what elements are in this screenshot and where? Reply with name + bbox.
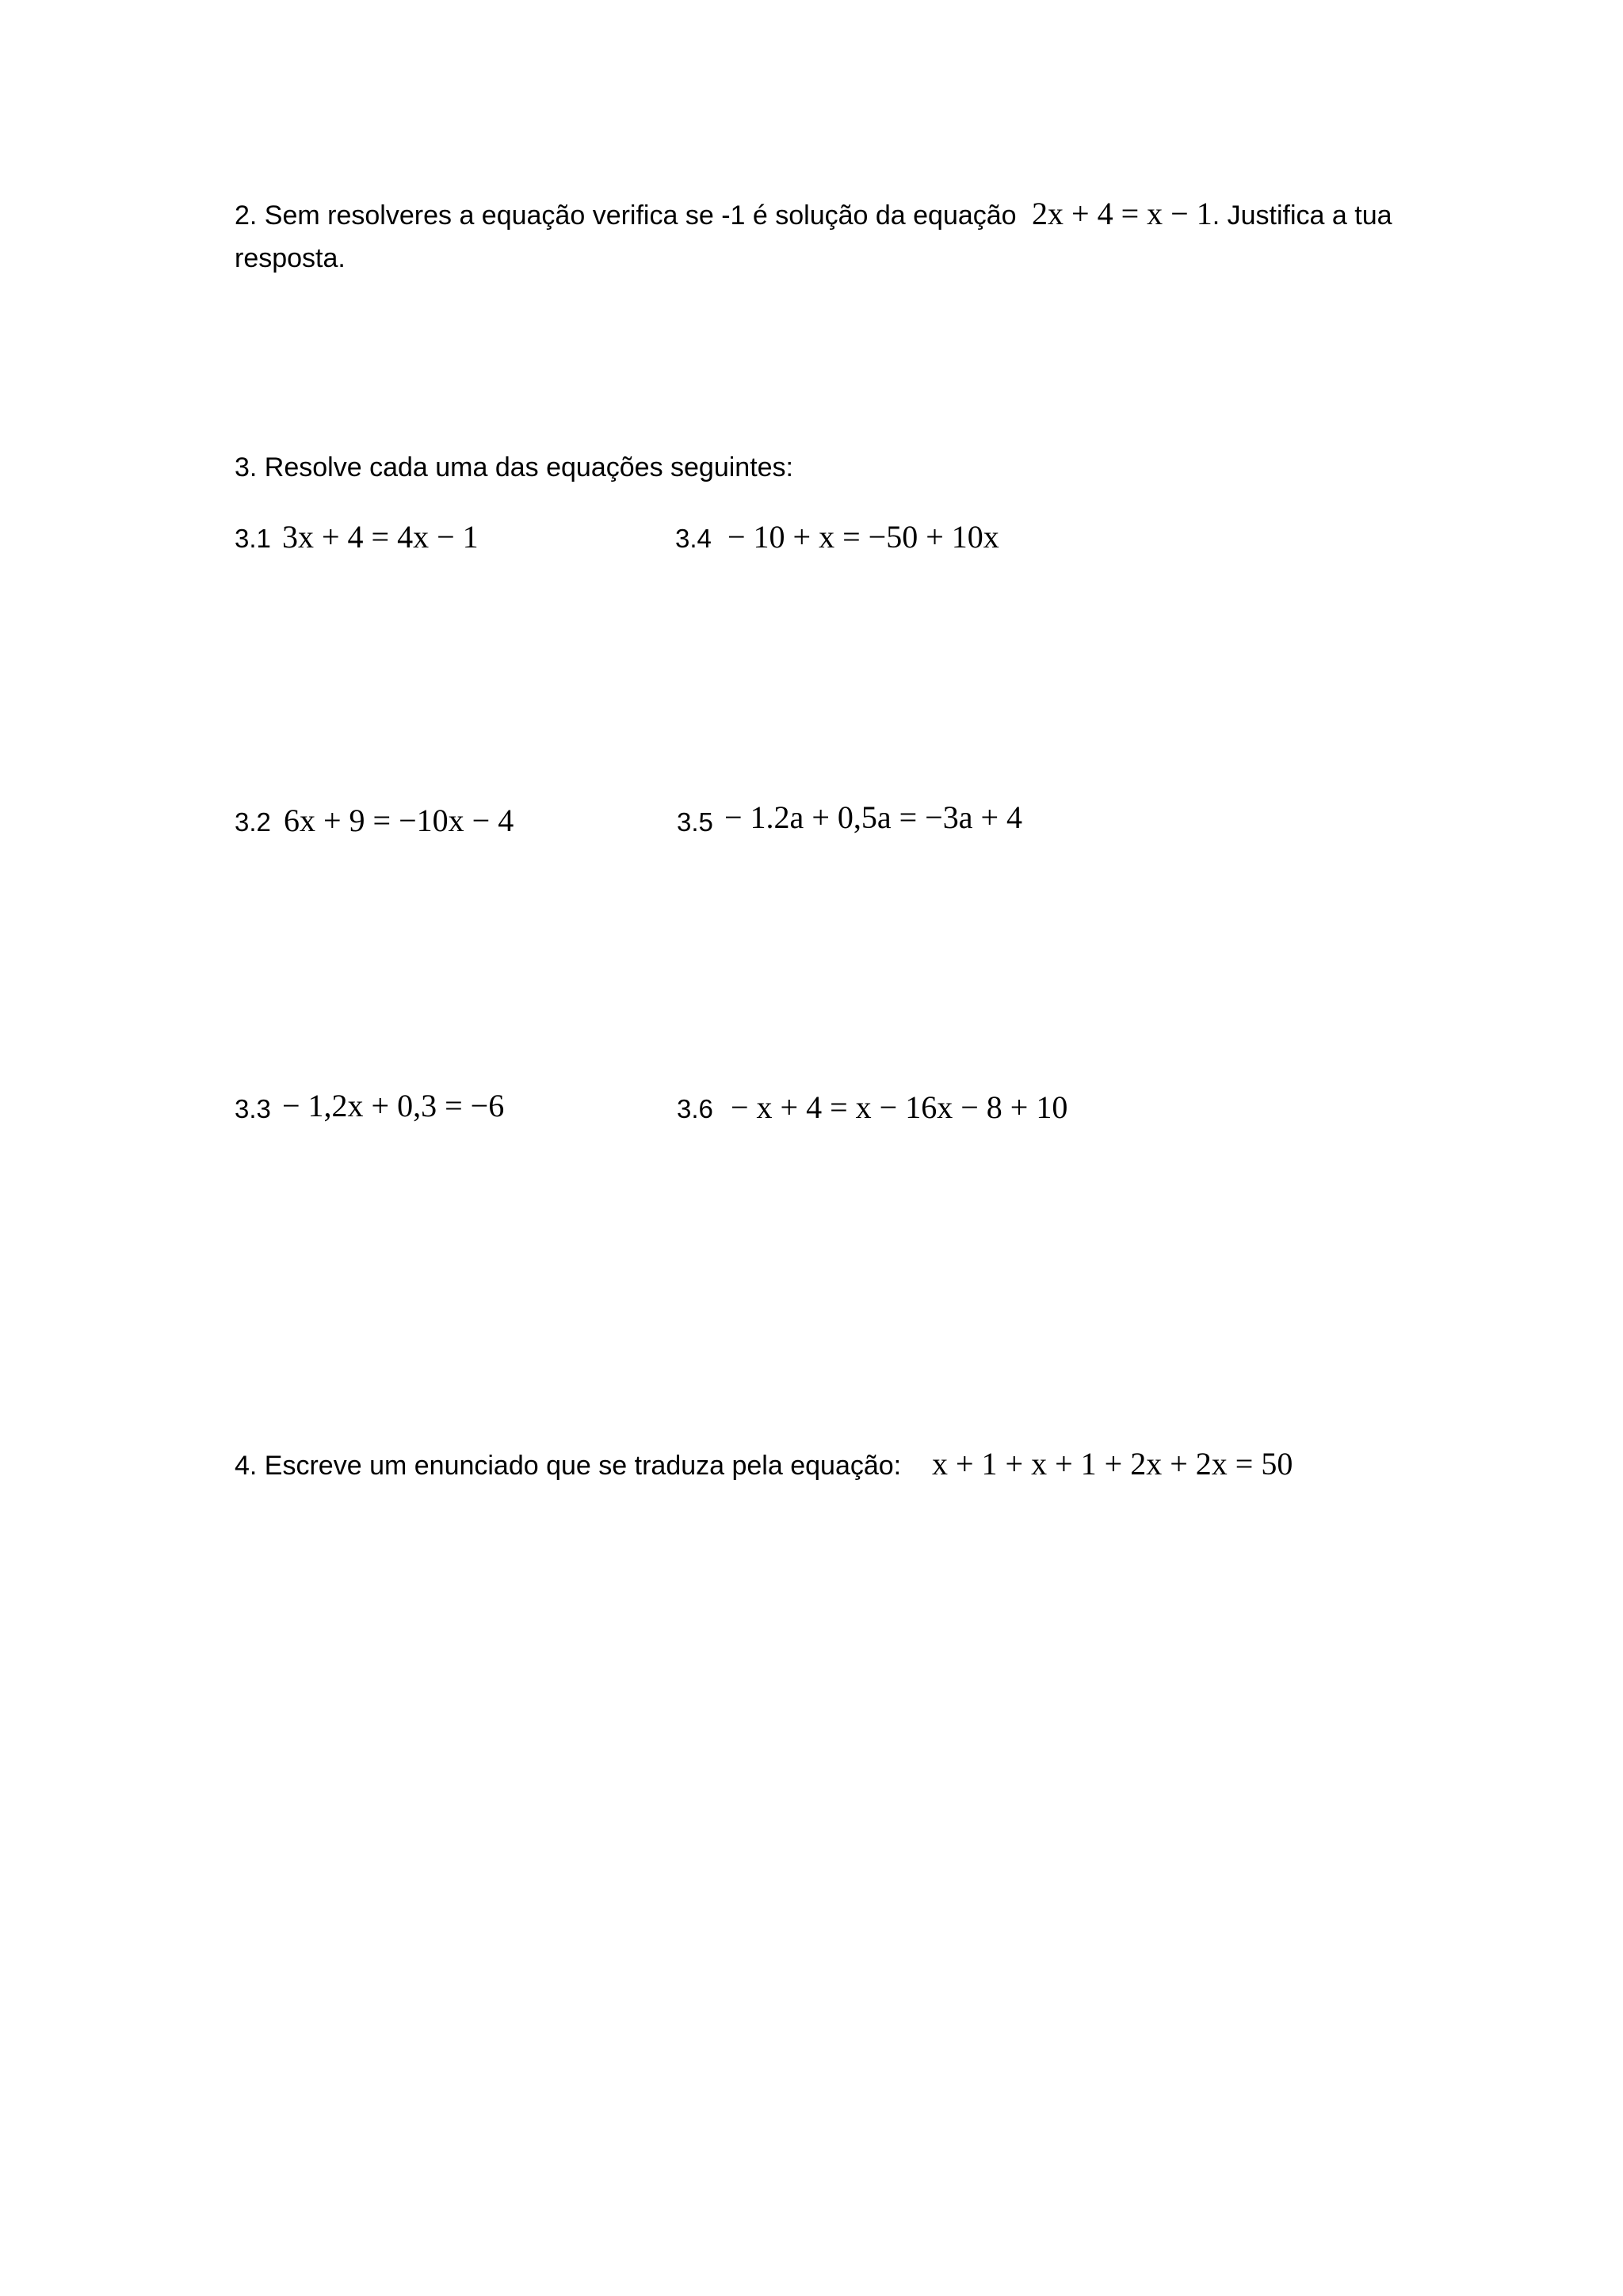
item-3-5-equation: − 1.2a + 0,5a = −3a + 4 (724, 799, 1023, 835)
question-3-intro: 3. Resolve cada uma das equações seguintes: (235, 452, 794, 482)
item-3-2-label: 3.2 (235, 807, 271, 837)
item-3-5-label: 3.5 (677, 807, 713, 837)
question-4-text: 4. Escreve um enunciado que se traduza pela equação: (235, 1451, 902, 1481)
item-3-4-equation: − 10 + x = −50 + 10x (727, 519, 999, 555)
question-2-line-2: resposta. (235, 243, 346, 273)
item-3-2-equation: 6x + 9 = −10x − 4 (284, 803, 514, 838)
question-2-text: 2. Sem resolveres a equação verifica se -1 é solução da equação (235, 200, 1017, 231)
item-3-6-label: 3.6 (677, 1094, 713, 1123)
question-2-line-1 (235, 192, 1392, 238)
item-3-4-label: 3.4 (675, 524, 712, 553)
item-3-3-label: 3.3 (235, 1094, 271, 1123)
question-4-equation: x + 1 + x + 1 + 2x + 2x = 50 (932, 1446, 1293, 1482)
item-3-1-equation: 3x + 4 = 4x − 1 (282, 519, 479, 555)
item-3-6-equation: − x + 4 = x − 16x − 8 + 10 (731, 1089, 1068, 1125)
question-2-equation: 2x + 4 = x − 1 (1032, 196, 1212, 231)
question-2-text-after: . Justifica a tua (1212, 200, 1392, 231)
item-3-3-equation: − 1,2x + 0,3 = −6 (282, 1088, 505, 1123)
item-3-1-label: 3.1 (235, 524, 271, 553)
